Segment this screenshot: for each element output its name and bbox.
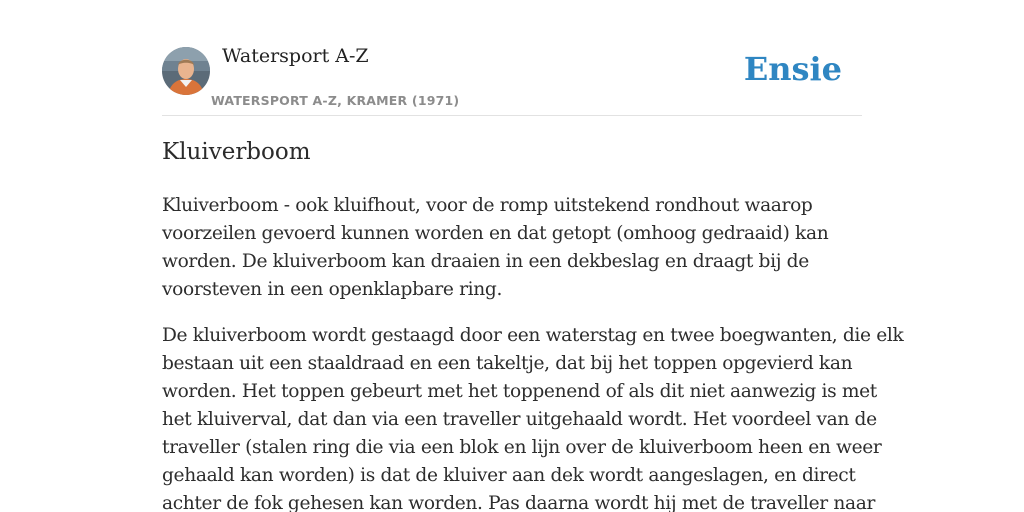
paragraph-line: worden. Het toppen gebeurt met het toppenend of als dit niet aanwezig is met [162,381,877,402]
ensie-logo[interactable]: Ensie [743,50,842,88]
source-name-link[interactable]: Watersport A-Z [222,45,369,67]
article-title: Kluiverboom [162,139,311,165]
paragraph-line: worden. De kluiverboom kan draaien in een dekbeslag en draagt bij de [162,251,809,272]
source-subtitle: WATERSPORT A-Z, KRAMER (1971) [211,93,460,108]
article-body [162,192,904,512]
paragraph-line: traveller (stalen ring die via een blok en lijn over de kluiverboom heen en weer [162,437,882,458]
paragraph-line: voorzeilen gevoerd kunnen worden en dat getopt (omhoog gedraaid) kan [162,223,829,244]
paragraph-line: gehaald kan worden) is dat de kluiver aan dek wordt aangeslagen, en direct [162,465,856,486]
paragraph-line: bestaan uit een staaldraad en een takeltje, dat bij het toppen opgevierd kan [162,353,853,374]
person-photo-avatar-icon [162,47,210,95]
paragraph-line: De kluiverboom wordt gestaagd door een waterstag en twee boegwanten, die elk [162,325,904,346]
paragraph-line: het kluiverval, dat dan via een traveller uitgehaald wordt. Het voordeel van de [162,409,877,430]
article-paragraph [162,192,862,304]
header-divider [162,115,862,116]
paragraph-line: Kluiverboom - ook kluifhout, voor de romp uitstekend rondhout waarop [162,195,813,216]
author-avatar[interactable] [162,47,210,95]
paragraph-line: voorsteven in een openklapbare ring. [162,279,503,300]
article-paragraph [162,322,904,512]
paragraph-line: achter de fok gehesen kan worden. Pas daarna wordt hij met de traveller naar [162,493,876,512]
